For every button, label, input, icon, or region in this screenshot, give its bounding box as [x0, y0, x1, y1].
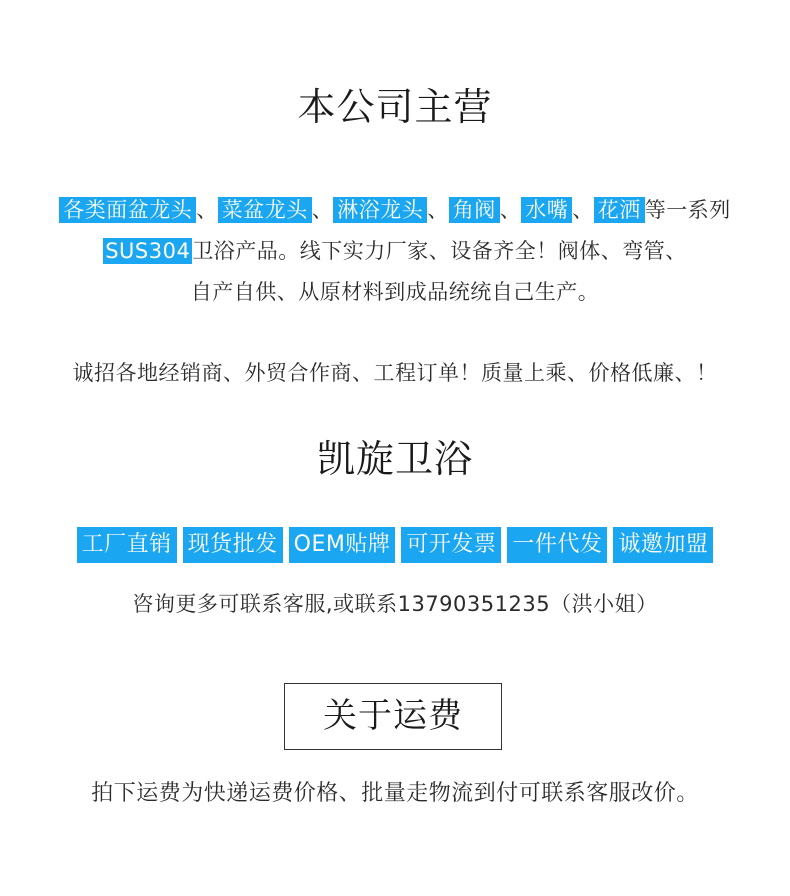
service-badges [0, 527, 790, 563]
product-list-line [0, 194, 790, 224]
intro-line-3: 自产自供、从原材料到成品统统自己生产。 [190, 280, 600, 304]
product-tag-shower-head: 花洒 [594, 197, 645, 223]
badge-factory-direct: 工厂直销 [77, 527, 177, 563]
brand-title: 凯旋卫浴 [316, 437, 473, 481]
badge-oem: OEM贴牌 [289, 527, 396, 563]
product-tag-shower-faucet: 淋浴龙头 [333, 197, 427, 223]
recruit-line: 诚招各地经销商、外贸合作商、工程订单！质量上乘、价格低廉、！ [72, 361, 718, 385]
product-list-suffix: 等一系列 [644, 198, 731, 222]
separator: 、 [427, 198, 449, 222]
intro-line-2 [0, 235, 790, 265]
contact-line: 咨询更多可联系客服,或联系13790351235（洪小姐） [132, 592, 658, 616]
separator: 、 [572, 198, 594, 222]
product-tag-basin-faucet: 各类面盆龙头 [59, 197, 196, 223]
product-tag-kitchen-faucet: 菜盆龙头 [218, 197, 312, 223]
separator: 、 [311, 198, 334, 222]
shipping-title: 关于运费 [323, 696, 463, 736]
shipping-title-box [284, 683, 502, 750]
intro-line-2-text: 卫浴产品。线下实力厂家、设备齐全！阀体、弯管、 [192, 239, 687, 263]
badge-dropship: 一件代发 [507, 527, 607, 563]
shipping-note: 拍下运费为快递运费价格、批量走物流到付可联系客服改价。 [91, 781, 699, 806]
badge-franchise: 诚邀加盟 [613, 527, 713, 563]
page-title: 本公司主营 [297, 85, 493, 129]
separator: 、 [196, 198, 218, 222]
product-tag-tap: 水嘴 [521, 197, 572, 223]
separator: 、 [499, 198, 522, 222]
material-tag: SUS304 [105, 239, 191, 263]
badge-wholesale: 现货批发 [183, 527, 283, 563]
product-tag-angle-valve: 角阀 [449, 197, 500, 223]
badge-invoice: 可开发票 [401, 527, 501, 563]
